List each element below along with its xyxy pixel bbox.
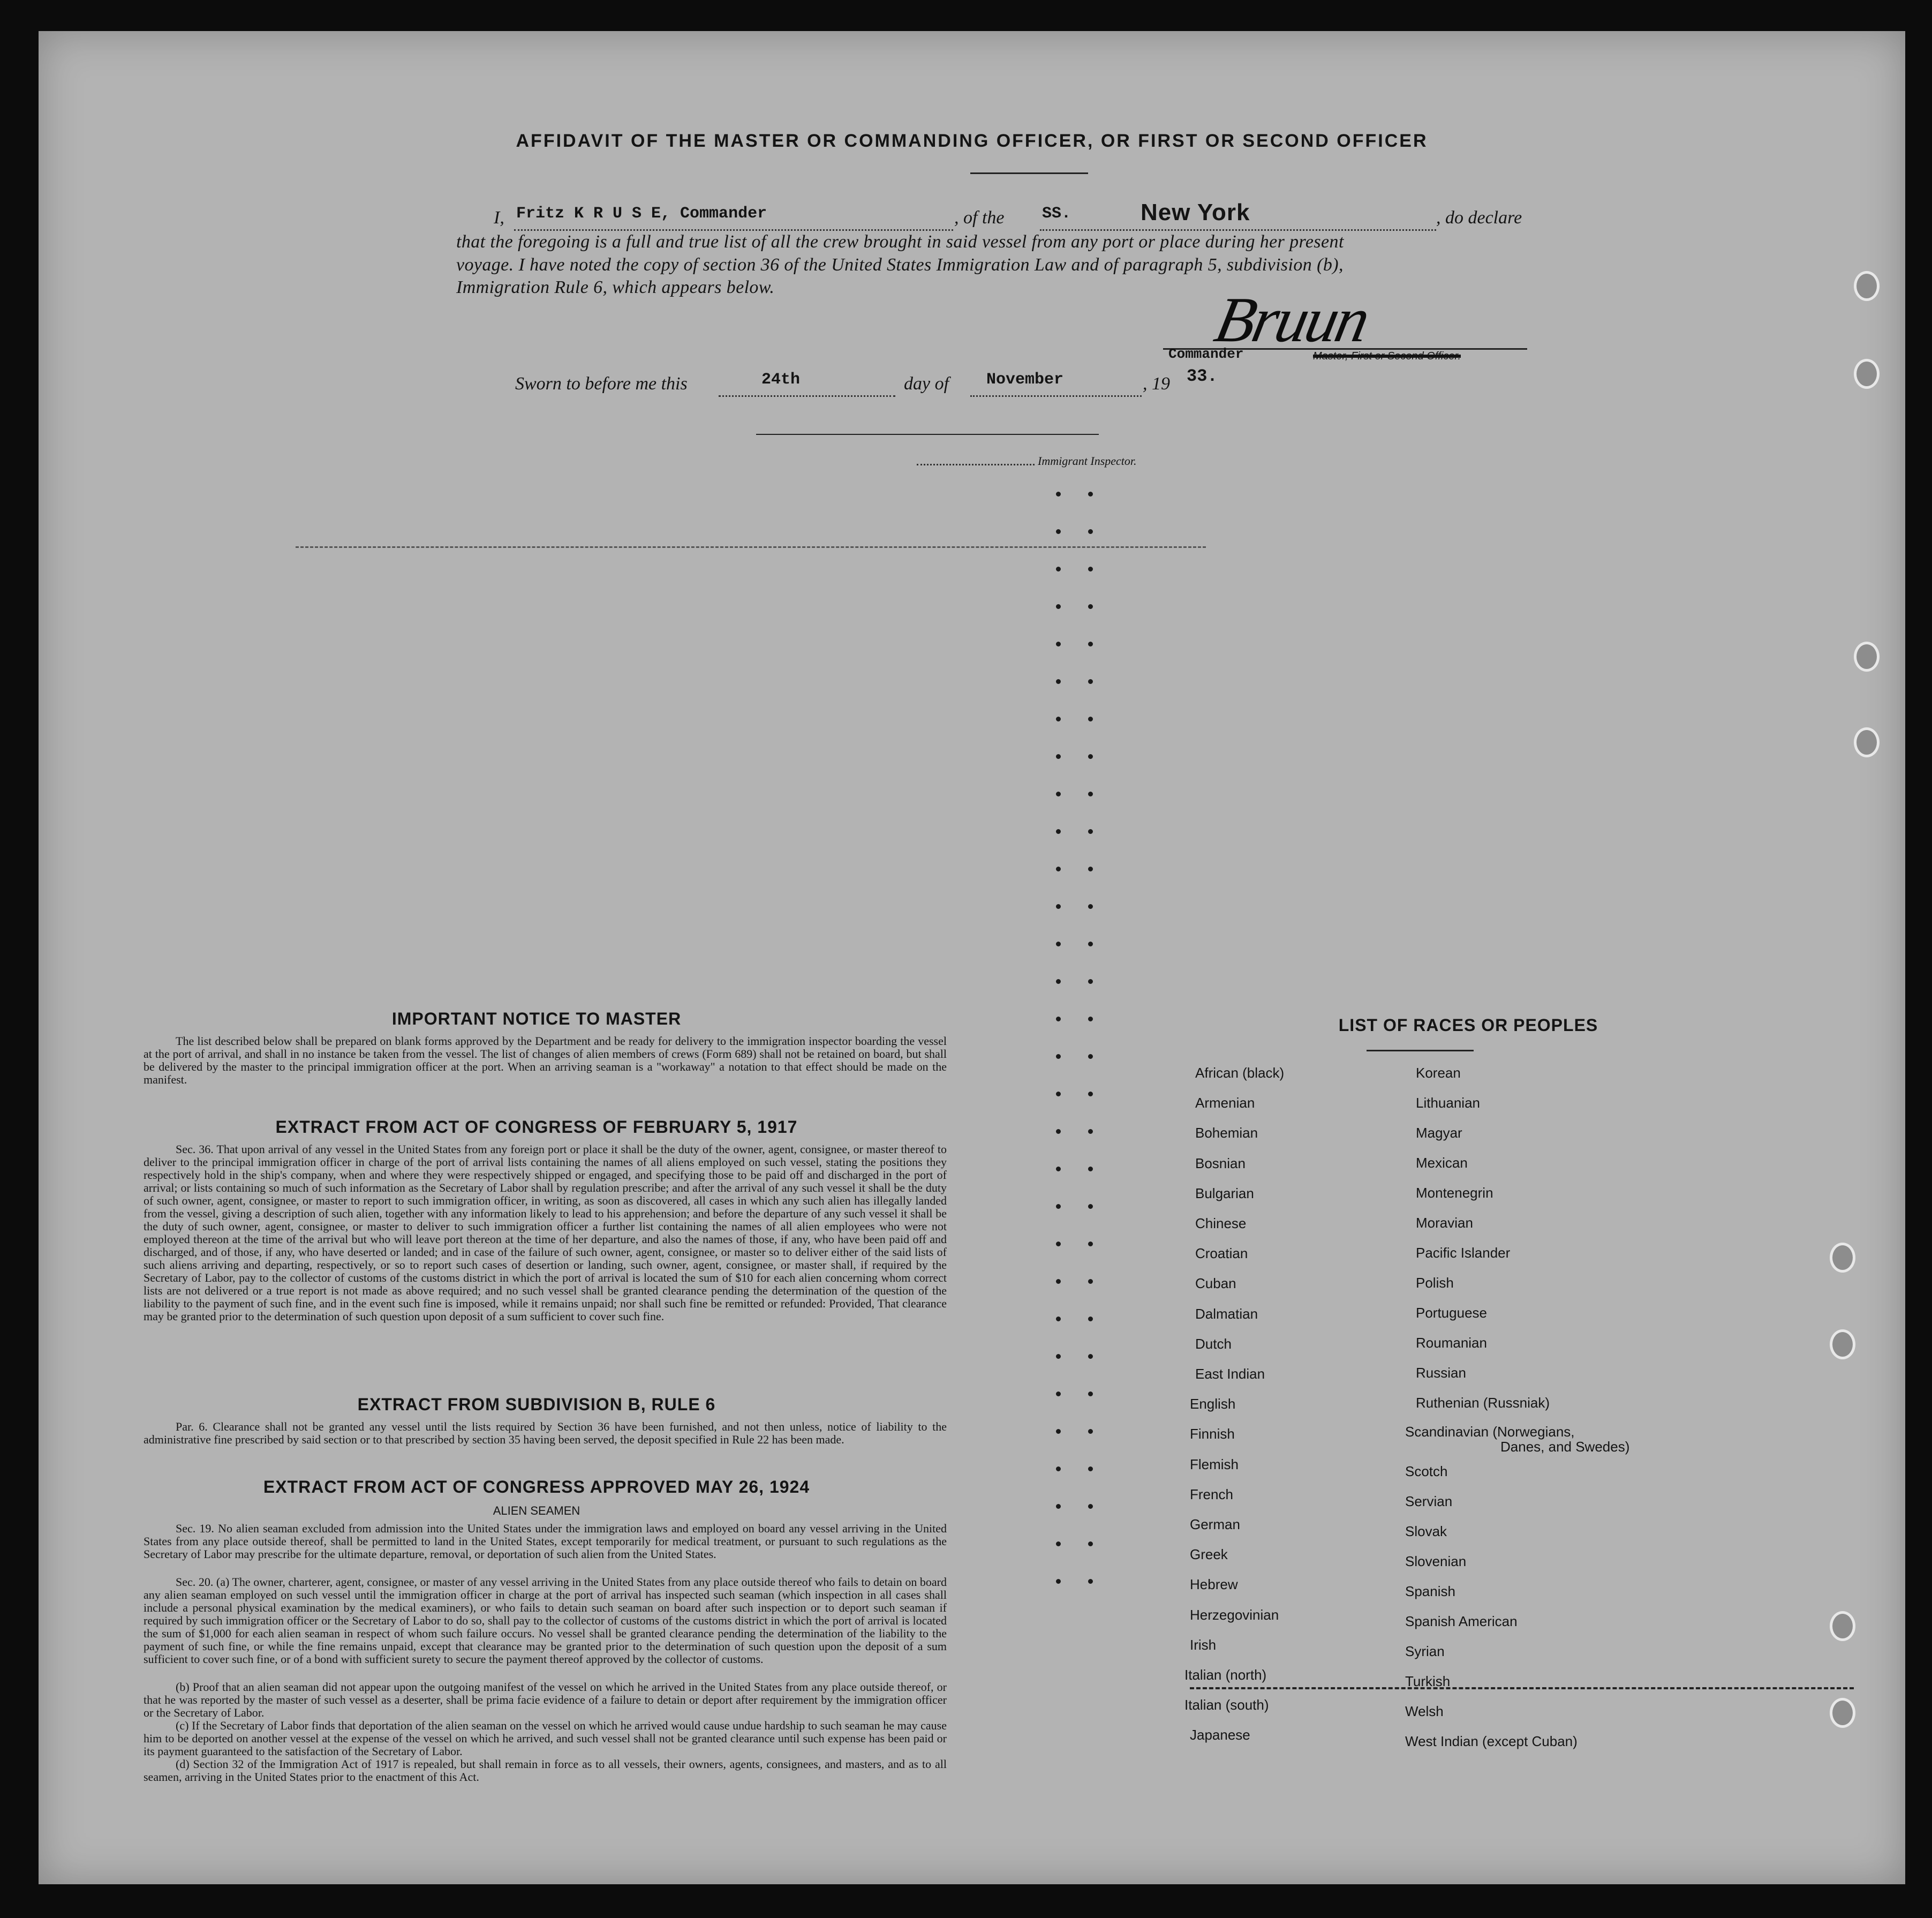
bleed-dot [1088,792,1093,796]
bleed-dot [1088,867,1093,871]
bleed-dot [1056,1092,1061,1096]
bleed-dot [1088,1242,1093,1246]
bleed-dot [1056,1317,1061,1321]
race-item: Italian (south) [1184,1697,1269,1713]
act-1924-sec20a: Sec. 20. (a) The owner, charterer, agent, consignee, or master of any vessel arriving in the United States from any place outside thereof who fails to detain on board any alien seaman employed on such vessel until the immigration officer in charge at the port of arrival has inspected such seaman (which inspection in all cases shall include a personal physical examination by the medical examiners), or who fails to detain such seaman on board after such inspection or to deport such seaman if required by such immigration officer or the Secretary of Labor to do so, shall pay to the collector of customs of the customs district in which the port of arrival is located the sum of $1,000 for each alien seaman in respect of whom such failure occurs. No vessel shall be granted clearance pending the determination of the liability to the payment of such fine, or while the fine remains unpaid, except that clearance may be granted prior to the determination of such question upon the deposit of a sum sufficient to cover such fine, or of a bond with sufficient surety to secure the payment thereof approved by the collector of customs. [144,1575,947,1666]
race-item: Bohemian [1195,1125,1258,1141]
race-item: Korean [1416,1065,1461,1081]
race-item: Dalmatian [1195,1305,1258,1322]
bleed-dot [1056,754,1061,759]
race-item: Spanish [1405,1583,1455,1599]
bleed-dot [1088,1167,1093,1171]
declaration-prefix: I, [494,208,504,228]
race-item: Scandinavian (Norwegians, [1405,1424,1575,1440]
manifest-sheet [39,31,1905,1884]
sworn-month-line [970,395,1142,397]
bleed-dot [1088,1317,1093,1321]
bleed-dot [1056,1579,1061,1584]
declare-suffix: , do declare [1436,208,1522,228]
bleed-dot [1088,1392,1093,1396]
race-item: Servian [1405,1493,1453,1509]
sworn-month: November [986,371,1064,389]
signer-title: Commander [1168,346,1244,362]
bleed-dot [1088,829,1093,834]
officer-name: Fritz K R U S E, Commander [516,205,767,223]
race-item: Slovak [1405,1523,1447,1539]
race-item: Greek [1190,1546,1228,1563]
bleed-dot [1056,942,1061,946]
binder-hole [1854,727,1880,757]
race-item: French [1190,1486,1233,1502]
races-heading: LIST OF RACES OR PEOPLES [1338,1016,1598,1035]
binder-hole [1830,1243,1855,1273]
bleed-dot [1056,1392,1061,1396]
bleed-dot [1056,1017,1061,1021]
binder-hole [1854,642,1880,672]
act-1924-sec20c: (c) If the Secretary of Labor finds that deportation of the alien seaman on the vessel on which he arrived would cause undue hardship to such seaman he may cause him to be deported on another vessel at the expense of the vessel on which he arrived, and such vessel shall not be granted clearance until such expense has been paid or its payment guaranteed to the satisfaction of the Secretary of Labor. [144,1719,947,1758]
race-item: Croatian [1195,1245,1248,1262]
bleed-dot [1088,1579,1093,1584]
act-1924-heading: EXTRACT FROM ACT OF CONGRESS APPROVED MAY 26, 1924 [263,1477,810,1496]
bleed-dot [1088,1279,1093,1284]
bleed-dot [1088,1504,1093,1509]
declaration-line-2: that the foregoing is a full and true list of all the crew brought in said vessel from any port or place during her present [456,232,1344,252]
bleed-dot [1088,1204,1093,1209]
bleed-dot [1056,792,1061,796]
dashed-divider [296,546,1206,548]
race-item: Chinese [1195,1215,1247,1231]
race-item: Pacific Islander [1416,1245,1511,1261]
bleed-dot [1056,1466,1061,1471]
sworn-day-of: day of [904,374,949,394]
race-item: Dutch [1195,1335,1232,1352]
race-item: Magyar [1416,1125,1462,1141]
declaration-line-3: voyage. I have noted the copy of section 36 of the United States Immigration Law and of paragraph 5, subdivision (b), [456,255,1344,275]
act-1924-sec19: Sec. 19. No alien seaman excluded from admission into the United States under the immigration laws and employed on board any vessel arriving in the United States from any place outside thereof, shall be permitted to land in the United States, except temporarily for medical treatment, or pursuant to such regulations as the Secretary of Labor may prescribe for the ultimate departure, removal, or deportation of such alien from the United States. [144,1522,947,1561]
race-item: Armenian [1195,1095,1255,1111]
bleed-dot [1088,1129,1093,1134]
bleed-dot [1056,867,1061,871]
binder-hole [1854,359,1880,389]
race-item: African (black) [1195,1065,1285,1081]
binder-hole [1830,1329,1855,1359]
bleed-dot [1056,1504,1061,1509]
bleed-dot [1056,717,1061,721]
race-item: Spanish American [1405,1613,1518,1629]
race-item: Italian (north) [1184,1667,1267,1683]
vessel-name-line [1040,229,1436,231]
race-item: Flemish [1190,1456,1239,1472]
bleed-dot [1088,754,1093,759]
bleed-dot [1056,1167,1061,1171]
officer-name-line [514,229,953,231]
inspector-label: Immigrant Inspector. [1038,454,1137,468]
bleed-dot [1088,1017,1093,1021]
bleed-dot [1088,642,1093,646]
race-item: Bosnian [1195,1155,1246,1171]
bleed-dot [1056,604,1061,609]
bleed-dot [1056,979,1061,984]
bleed-dot [1056,1204,1061,1209]
bleed-dot [1088,679,1093,684]
race-item: Turkish [1405,1673,1451,1689]
bleed-dot [1088,1054,1093,1059]
bleed-dot [1088,904,1093,909]
bleed-dot [1088,1092,1093,1096]
bleed-dot [1088,717,1093,721]
binder-hole [1830,1698,1855,1728]
race-item: Herzegovinian [1190,1606,1279,1623]
sworn-prefix: Sworn to before me this [515,374,688,394]
bleed-dot [1088,1429,1093,1434]
race-item: Ruthenian (Russniak) [1416,1395,1550,1411]
rule6-text: Par. 6. Clearance shall not be granted any vessel until the lists required by Section 36 have been furnished, and not then unless, notice of liability to the administrative fine prescribed by said section or to that prescribed by section 35 having been served, the deposit specified in Rule 22 has been made. [144,1420,947,1446]
race-item: Hebrew [1190,1576,1238,1593]
inspector-line [917,464,1035,465]
bleed-dot [1088,567,1093,571]
vessel-name: New York [1141,199,1250,225]
bleed-dot [1088,529,1093,534]
bleed-dot [1056,1129,1061,1134]
dashed-divider [1190,1687,1854,1689]
bleed-dot [1056,1429,1061,1434]
notice-text: The list described below shall be prepared on blank forms approved by the Department and be ready for delivery to the immigration inspector boarding the vessel at the port of arrival, and shall in no instance be taken from the vessel. The list of changes of alien members of crews (Form 689) shall not be retained on board, but shall be delivered by the master to the principal immigration officer at the port. When an arriving seaman is a "workaway" a notation to that effect should be made on the manifest. [144,1034,947,1086]
bleed-dot [1088,979,1093,984]
sworn-day-line [719,395,895,397]
race-item: Slovenian [1405,1553,1467,1569]
race-item: East Indian [1195,1366,1265,1382]
act-1917-heading: EXTRACT FROM ACT OF CONGRESS OF FEBRUARY 5, 1917 [275,1117,798,1137]
race-item: Roumanian [1416,1335,1487,1351]
bleed-dot [1088,604,1093,609]
race-item: German [1190,1516,1240,1532]
bleed-dot [1056,1279,1061,1284]
sworn-year-prefix: , 19 [1143,374,1170,394]
act-1924-sec20b: (b) Proof that an alien seaman did not appear upon the outgoing manifest of the vessel on which he arrived in the United States from any place outside thereof, or that he was reported by the master of such vessel as a deserter, shall be prima facie evidence of a failure to detain or deport after requirement by the immigration officer or the Secretary of Labor. [144,1680,947,1719]
races-heading-underline [1367,1050,1474,1051]
race-item: Danes, and Swedes) [1500,1439,1630,1455]
affidavit-title: AFFIDAVIT OF THE MASTER OR COMMANDING OFFICER, OR FIRST OR SECOND OFFICER [516,131,1428,151]
sworn-day: 24th [761,371,801,389]
bleed-dot [1088,942,1093,946]
race-item: Polish [1416,1275,1454,1291]
bleed-dot [1088,1466,1093,1471]
act-1917-text: Sec. 36. That upon arrival of any vessel in the United States from any foreign port or place it shall be the duty of the owner, agent, consignee, or master thereof to deliver to the principal immigration officer in charge of the port of arrival lists containing the names of all aliens employed on such vessel, stating the positions they respectively hold in the ship's company, when and where they were respectively shipped or engaged, and specifying those to be paid off and discharged in the port of arrival; or lists containing so much of such information as the Secretary of Labor shall by regulation prescribe; and after the arrival of any such vessel it shall be the duty of such owner, agent, consignee, or master to report to such immigration officer, in writing, as soon as discovered, all cases in which any such alien has illegally landed from the vessel, giving a description of such alien, together with any information likely to lead to his apprehension; and before the departure of any such vessel it shall be the duty of such owner, agent, consignee, or master to deliver to such immigration officer a further list containing the names of all alien employees who were not employed thereon at the time of the arrival but who will leave port thereon at the time of her departure, and also the names of those, if any, who have been paid off and discharged, and of those, if any, who have deserted or landed; and in case of the failure of such owner, agent, consignee, or master so to deliver either of the said lists of such aliens arriving and departing, respectively, or so to report such cases of desertion or landing, such owner, agent, consignee, or master shall, if required by the Secretary of Labor, pay to the collector of customs of the customs district in which the port of arrival is located the sum of $10 for each alien concerning whom correct lists are not delivered or a true report is not made as above required; and no such vessel shall be granted clearance pending the determination of the question of the liability to the payment of such fine, and in the event such fine is imposed, while it remains unpaid; nor shall such fine be remitted or refunded: Provided, That clearance may be granted prior to the determination of such question upon deposit of a sum sufficient to cover such fine. [144,1142,947,1323]
of-the-label: , of the [954,208,1005,228]
race-item: Mexican [1416,1155,1468,1171]
binder-hole [1854,271,1880,301]
bleed-dot [1056,904,1061,909]
race-item: West Indian (except Cuban) [1405,1733,1578,1749]
race-item: Lithuanian [1416,1095,1480,1111]
bleed-dot [1056,1541,1061,1546]
bleed-dot [1056,1242,1061,1246]
race-item: Moravian [1416,1215,1473,1231]
binder-hole [1830,1611,1855,1641]
bleed-dot [1056,1354,1061,1359]
notice-heading: IMPORTANT NOTICE TO MASTER [391,1009,682,1028]
bleed-dot [1056,1054,1061,1059]
race-item: Welsh [1405,1703,1444,1719]
bleed-dot [1056,829,1061,834]
declaration-line-4: Immigration Rule 6, which appears below. [456,277,775,297]
act-1924-sec20d: (d) Section 32 of the Immigration Act of 1917 is repealed, but shall remain in force as to all vessels, their owners, agents, consignees, and masters, and as to all seamen, arriving in the United States prior to the enactment of this Act. [144,1757,947,1784]
act-1924-subheading: ALIEN SEAMEN [493,1504,580,1517]
bleed-dot [1056,529,1061,534]
race-item: Syrian [1405,1643,1445,1659]
race-item: Montenegrin [1416,1185,1493,1201]
race-item: Portuguese [1416,1305,1487,1321]
race-item: Scotch [1405,1463,1448,1479]
bleed-dot [1056,642,1061,646]
commander-signature: Bruun [1209,284,1375,355]
bleed-dot [1056,679,1061,684]
race-item: Finnish [1190,1426,1235,1442]
bleed-dot [1088,1541,1093,1546]
vessel-prefix: SS. [1042,205,1071,223]
bleed-dot [1088,1354,1093,1359]
race-item: Cuban [1195,1275,1236,1292]
rule6-heading: EXTRACT FROM SUBDIVISION B, RULE 6 [357,1395,716,1414]
race-item: English [1190,1396,1236,1412]
sworn-year: 33. [1187,366,1218,386]
bleed-dot [1056,492,1061,497]
bleed-dot [1056,567,1061,571]
title-underline [970,172,1088,174]
race-item: Japanese [1190,1727,1250,1743]
race-item: Irish [1190,1636,1217,1653]
signer-title-struck: Master, First or Second Officer. [1313,350,1461,362]
race-item: Bulgarian [1195,1185,1254,1201]
inspector-signature-line [756,434,1099,435]
race-item: Russian [1416,1365,1466,1381]
bleed-dot [1088,492,1093,497]
